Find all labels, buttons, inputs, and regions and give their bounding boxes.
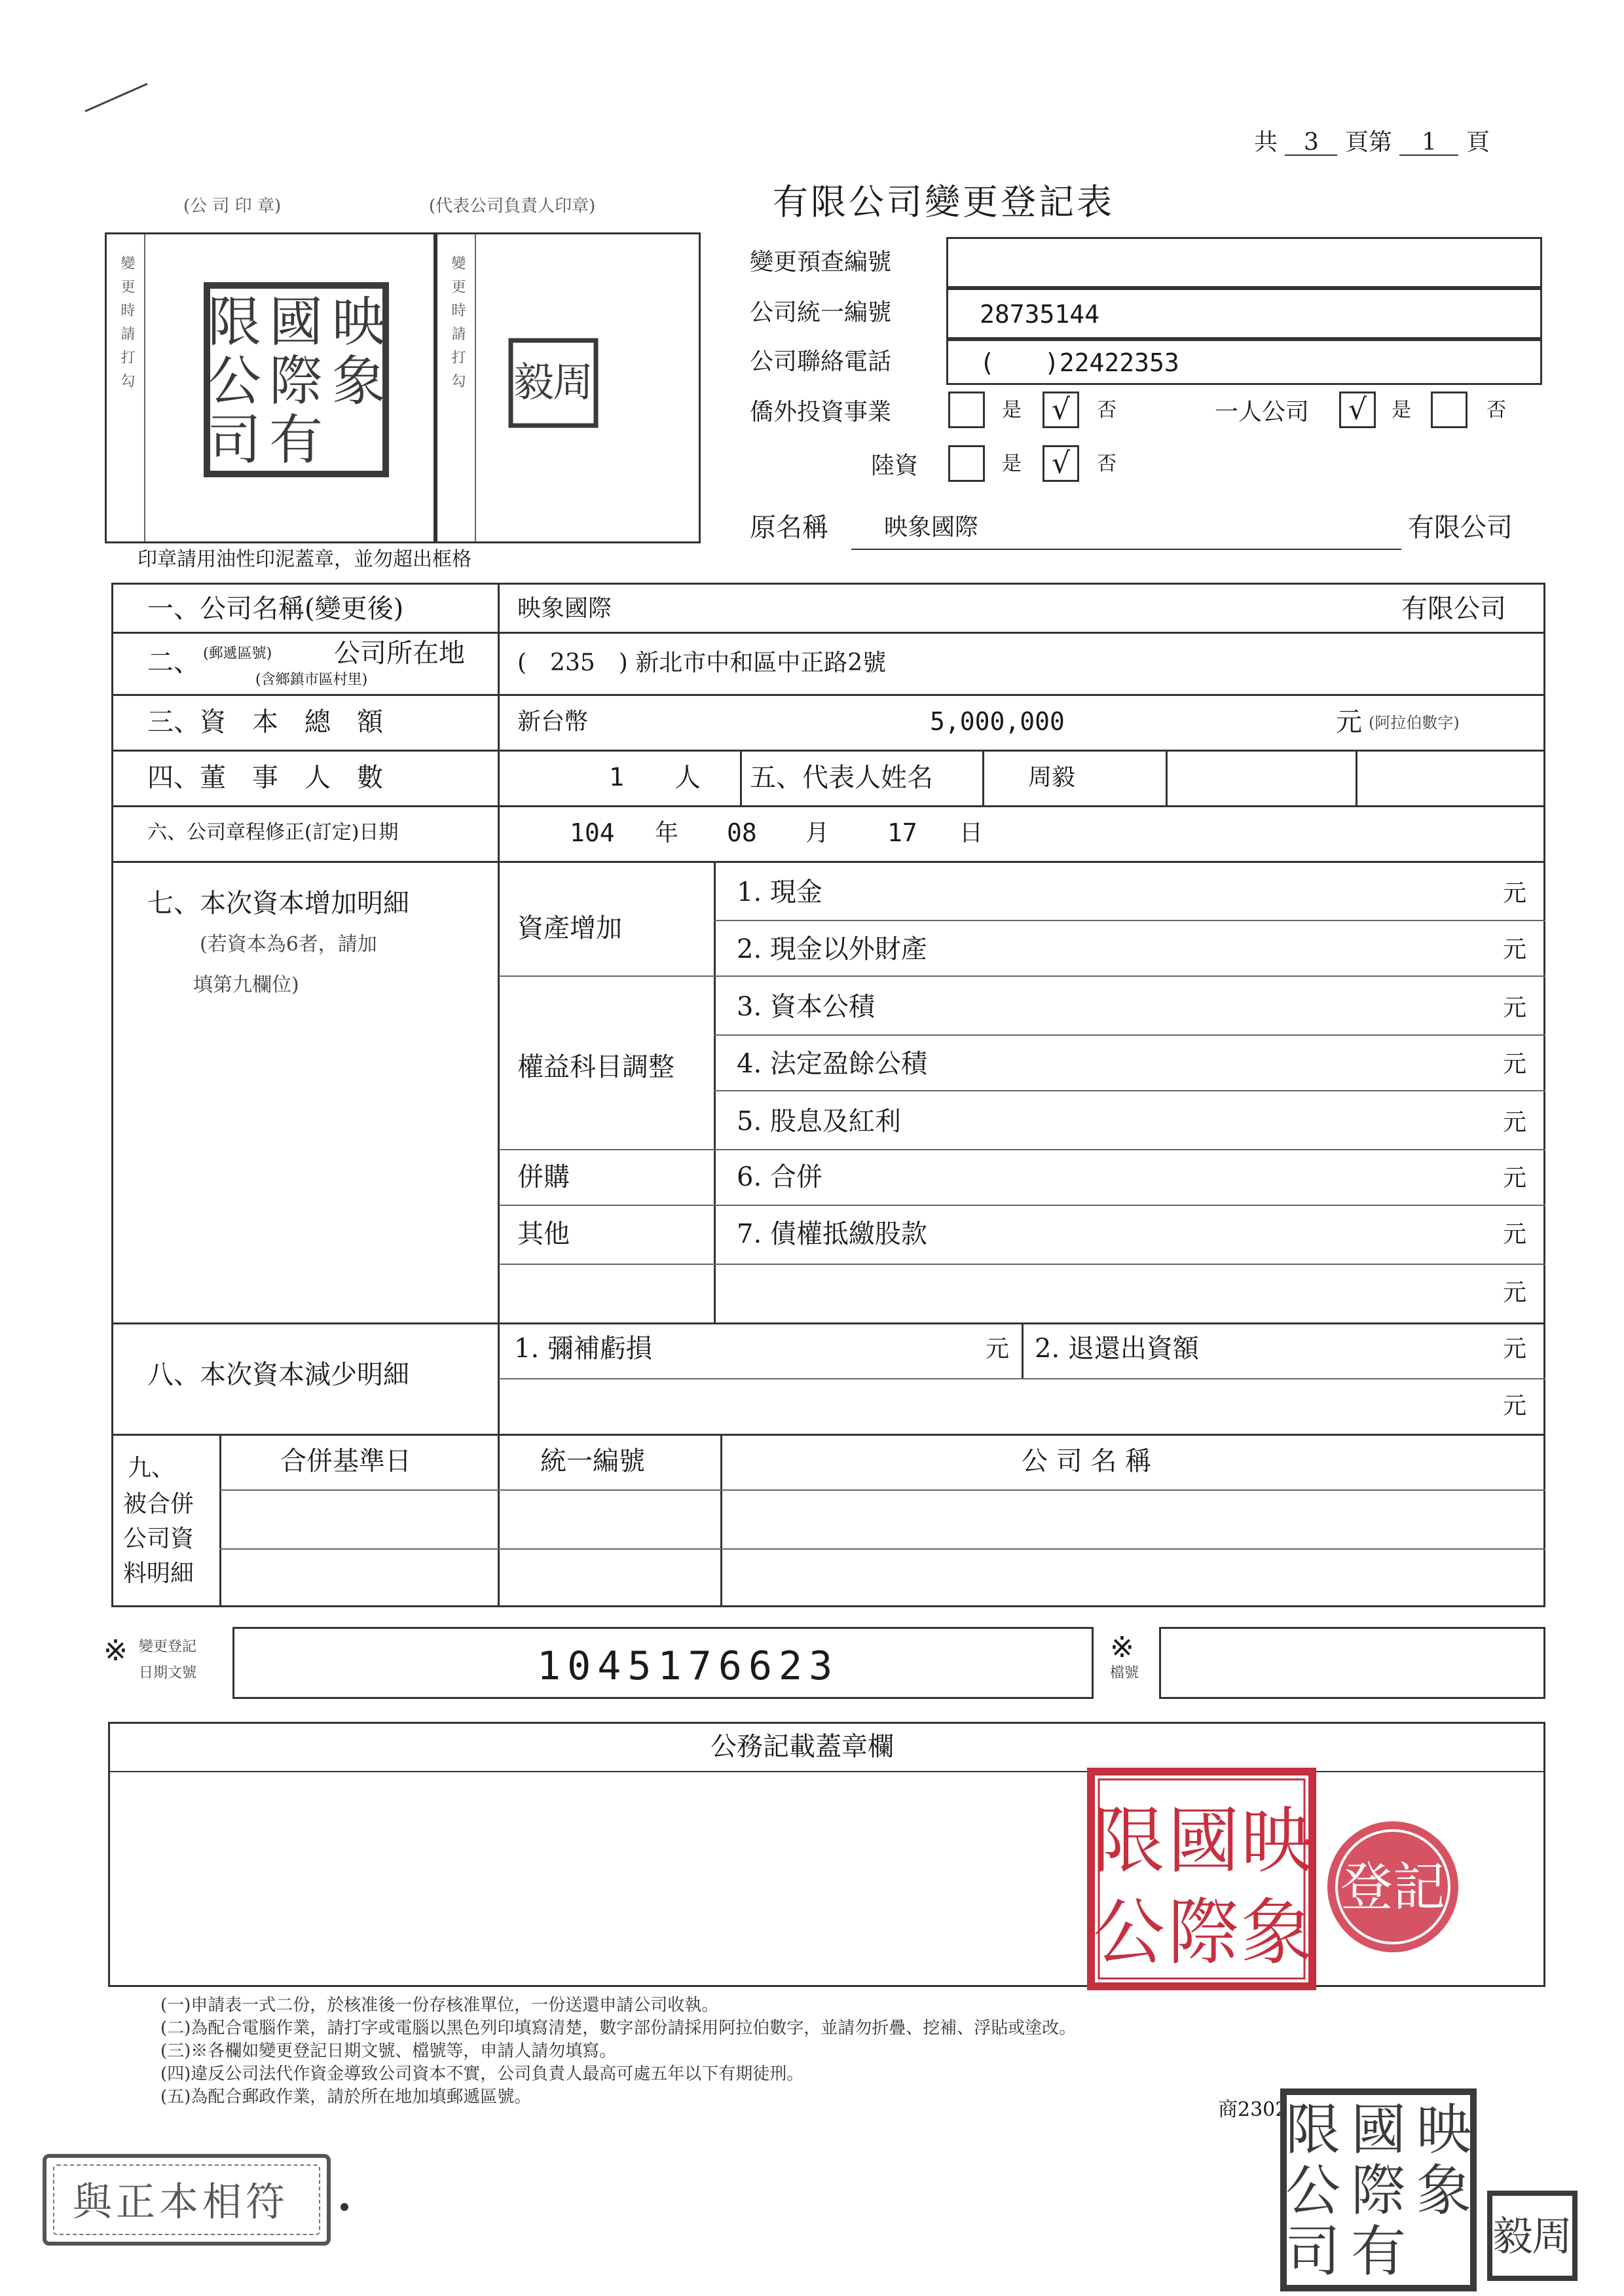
phone-field[interactable] — [946, 339, 1542, 385]
svg-text:限: 限 — [1285, 2098, 1341, 2162]
change-check-vertical-right: 變更時請打勾 — [449, 255, 466, 397]
amend-year: 104 — [570, 818, 615, 847]
bottom-rep-seal — [1486, 2190, 1578, 2282]
capital-item-4: 4. 法定盈餘公積 — [737, 1049, 927, 1079]
one-person-no-box[interactable] — [1431, 392, 1467, 428]
unit-8: 元 — [1503, 1279, 1527, 1306]
phone-value: ( )22422353 — [980, 348, 1179, 377]
one-person-yes-box[interactable]: √ — [1339, 392, 1376, 428]
form-code: 商2302 — [1218, 2098, 1288, 2121]
seal-char-1: 國 — [268, 291, 323, 354]
svg-text:登記: 登記 — [1340, 1857, 1445, 1918]
amend-day-unit: 日 — [959, 820, 984, 847]
svg-text:國: 國 — [1168, 1799, 1240, 1883]
file-no-mark: ※ — [1110, 1631, 1134, 1664]
svg-text:有: 有 — [1350, 2219, 1407, 2284]
original-name-value: 映象國際 — [884, 514, 979, 541]
capital-item-5: 5. 股息及紅利 — [737, 1106, 901, 1137]
capital-note: (阿拉伯數字) — [1369, 714, 1460, 732]
row4-label: 四、董 事 人 數 — [147, 763, 383, 793]
svg-text:毅: 毅 — [513, 358, 555, 406]
svg-text:周: 周 — [552, 358, 594, 406]
overseas-no-box[interactable]: √ — [1043, 392, 1079, 428]
director-unit: 人 — [674, 763, 701, 793]
svg-text:公: 公 — [1285, 2159, 1341, 2223]
capital-unit: 元 — [1336, 707, 1362, 737]
address-value: ( 235 ) 新北市中和區中正路2號 — [517, 649, 887, 676]
rep-seal-stamp — [507, 337, 599, 429]
mainland-yes-box[interactable] — [948, 445, 985, 482]
svg-text:象: 象 — [1241, 1891, 1313, 1975]
page-title: 有限公司變更登記表 — [773, 181, 1115, 223]
one-person-no-label: 否 — [1486, 399, 1506, 422]
svg-text:公: 公 — [1093, 1891, 1165, 1975]
capital-item-3: 3. 資本公積 — [737, 992, 875, 1022]
decrease-unit-2: 元 — [1503, 1336, 1527, 1362]
row7-label: 七、本次資本增加明細 — [147, 888, 409, 919]
svg-text:象: 象 — [1416, 2159, 1472, 2223]
unit-4: 元 — [1503, 1051, 1527, 1078]
row7-note-2: 填第九欄位) — [193, 974, 299, 996]
svg-text:映: 映 — [1416, 2098, 1472, 2162]
change-check-vertical-left: 變更時請打勾 — [119, 255, 135, 397]
merge-date-header: 合併基準日 — [280, 1446, 411, 1476]
original-name-label: 原名稱 — [750, 513, 828, 543]
row2-label-main: 公司所在地 — [334, 638, 465, 668]
registration-mark: ※ — [103, 1634, 128, 1667]
svg-text:際: 際 — [1168, 1891, 1240, 1975]
capital-item-7: 7. 債權抵繳股款 — [737, 1219, 927, 1249]
capital-item-6: 6. 合併 — [737, 1162, 822, 1192]
original-name-suffix: 有限公司 — [1408, 513, 1513, 543]
row2-label-prefix: 二、 — [147, 647, 200, 678]
note-2: (二)為配合電腦作業，請打字或電腦以黑色列印填寫清楚，數字部份請採用阿拉伯數字，並請勿折疊、挖補、浮貼或塗改。 — [160, 2018, 1077, 2038]
unified-no-value: 28735144 — [980, 300, 1100, 329]
amend-day: 17 — [887, 818, 917, 847]
svg-text:國: 國 — [1350, 2098, 1407, 2162]
svg-text:司: 司 — [1285, 2219, 1341, 2284]
mainland-label: 陸資 — [871, 452, 919, 479]
certified-copy-stamp — [43, 2154, 331, 2246]
overseas-yes-box[interactable] — [948, 392, 985, 428]
svg-text:周: 周 — [1531, 2212, 1573, 2260]
unit-2: 元 — [1503, 936, 1527, 963]
file-no-label: 檔號 — [1110, 1665, 1139, 1681]
row7-note-1: (若資本為6者，請加 — [200, 933, 377, 956]
registration-label-2: 日期文號 — [139, 1665, 197, 1681]
note-3: (三)※各欄如變更登記日期文號、檔號等，申請人請勿填寫。 — [160, 2041, 617, 2061]
capital-value: 5,000,000 — [930, 707, 1065, 736]
pre-check-label: 變更預查編號 — [750, 249, 892, 276]
merge-company-name-header: 公 司 名 稱 — [1022, 1446, 1152, 1476]
capital-currency: 新台幣 — [517, 708, 589, 735]
registration-label-1: 變更登記 — [139, 1639, 197, 1655]
seal-char-2: 限 — [207, 291, 262, 354]
svg-text:映: 映 — [1241, 1799, 1313, 1883]
note-1: (一)申請表一式二份，於核准後一份存核准單位，一份送還申請公司收執。 — [160, 1995, 719, 2015]
seal-char-3: 象 — [331, 350, 386, 412]
svg-text:際: 際 — [1350, 2159, 1407, 2223]
row9-label-2: 被合併 — [123, 1491, 194, 1518]
row8-label: 八、本次資本減少明細 — [147, 1360, 409, 1390]
merger-category: 併購 — [517, 1162, 570, 1192]
seal-char-7: 司 — [207, 409, 262, 471]
unit-5: 元 — [1503, 1109, 1527, 1136]
row9-label-3: 公司資 — [123, 1525, 194, 1552]
seal-char-5: 公 — [207, 350, 262, 412]
row9-label-1: 九、 — [128, 1455, 175, 1482]
official-red-seal — [1087, 1768, 1316, 1990]
amend-month-unit: 月 — [805, 820, 830, 847]
company-name-value: 映象國際 — [517, 595, 612, 622]
unified-no-label: 公司統一編號 — [750, 299, 892, 326]
director-count: 1 — [609, 763, 624, 792]
unified-no-field[interactable] — [946, 288, 1542, 339]
company-seal-stamp — [203, 282, 390, 478]
row9-label-4: 料明細 — [123, 1560, 194, 1587]
overseas-no-label: 否 — [1097, 399, 1116, 422]
company-seal-label: (公 司 印 章) — [183, 196, 282, 216]
unit-3: 元 — [1503, 994, 1527, 1021]
overseas-label: 僑外投資事業 — [750, 399, 892, 426]
scan-mark — [82, 79, 154, 118]
decrease-item-2: 2. 退還出資額 — [1035, 1334, 1199, 1364]
unit-1: 元 — [1503, 880, 1527, 907]
merge-unified-no-header: 統一編號 — [540, 1446, 645, 1476]
amend-month: 08 — [727, 818, 757, 847]
dot-mark — [341, 2203, 348, 2211]
row1-label: 一、公司名稱(變更後) — [147, 594, 404, 624]
file-no-field[interactable] — [1159, 1627, 1545, 1699]
unit-6: 元 — [1503, 1165, 1527, 1192]
mainland-yes-label: 是 — [1002, 452, 1022, 475]
seal-char-0: 映 — [331, 291, 386, 354]
rep-seal-label: (代表公司負責人印章) — [429, 196, 596, 216]
capital-item-1: 1. 現金 — [737, 877, 822, 907]
seal-char-6: 有 — [268, 409, 323, 471]
phone-label: 公司聯絡電話 — [750, 348, 892, 375]
note-4: (四)違反公司法代作資金導致公司資本不實，公司負責人最高可處五年以下有期徒刑。 — [160, 2064, 804, 2084]
row2-label-small-top: (郵遞區號) — [203, 646, 272, 662]
decrease-item-1: 1. 彌補虧損 — [514, 1334, 652, 1364]
row5-label: 五、代表人姓名 — [750, 763, 933, 793]
one-person-label: 一人公司 — [1215, 399, 1310, 426]
decrease-unit-1: 元 — [986, 1336, 1010, 1362]
svg-text:限: 限 — [1093, 1799, 1165, 1883]
note-5: (五)為配合郵政作業，請於所在地加填郵遞區號。 — [160, 2087, 532, 2107]
equity-adjust-category: 權益科目調整 — [517, 1052, 674, 1082]
official-section-title: 公務記載蓋章欄 — [710, 1732, 894, 1762]
official-red-round-seal — [1323, 1817, 1464, 1958]
mainland-no-box[interactable]: √ — [1043, 445, 1079, 482]
mainland-no-label: 否 — [1097, 452, 1116, 475]
decrease-unit-3: 元 — [1503, 1393, 1527, 1419]
seal-char-4: 際 — [268, 350, 323, 412]
page-info: 共 3 頁第 1 頁 — [1254, 129, 1490, 156]
amend-year-unit: 年 — [655, 820, 679, 847]
row3-label: 三、資 本 總 額 — [147, 707, 383, 737]
asset-increase-category: 資產增加 — [517, 913, 622, 943]
unit-7: 元 — [1503, 1221, 1527, 1248]
rep-name-value: 周毅 — [1028, 764, 1076, 791]
capital-item-2: 2. 現金以外財產 — [737, 934, 927, 964]
company-name-suffix: 有限公司 — [1401, 594, 1506, 624]
bottom-company-seal — [1280, 2088, 1477, 2291]
row6-label: 六、公司章程修正(訂定)日期 — [147, 821, 399, 844]
svg-text:毅: 毅 — [1492, 2212, 1534, 2260]
registration-no-value: 1045176623 — [537, 1643, 840, 1689]
row2-label-small-bottom: (含鄉鎮市區村里) — [255, 672, 368, 688]
pre-check-field[interactable] — [946, 237, 1542, 288]
seal-note: 印章請用油性印泥蓋章，並勿超出框格 — [138, 548, 471, 571]
one-person-yes-label: 是 — [1392, 399, 1411, 422]
certified-copy-text: 與正本相符 — [73, 2179, 289, 2225]
overseas-yes-label: 是 — [1002, 399, 1022, 422]
other-category: 其他 — [517, 1219, 570, 1249]
